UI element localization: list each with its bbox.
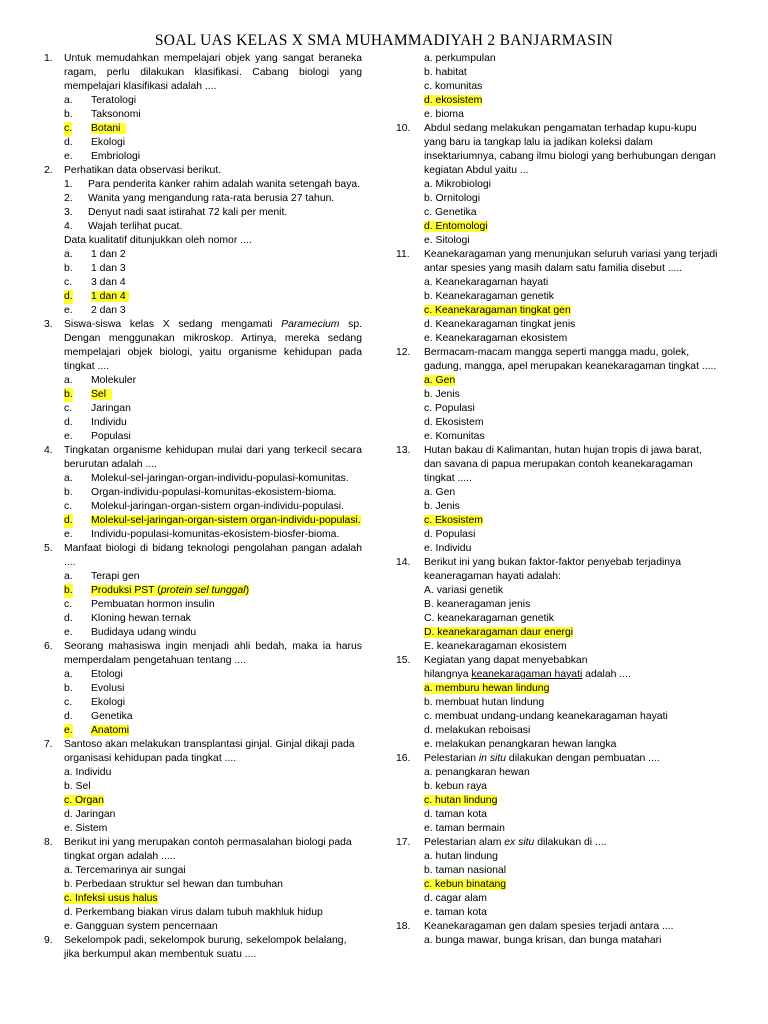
item-text: Denyut nadi saat istirahat 72 kali per menit. (88, 207, 288, 218)
option-d[interactable]: d. Populasi (424, 529, 476, 540)
option-letter: e. (64, 529, 73, 540)
answer-text: c. hutan lindung (424, 795, 498, 806)
option-c[interactable]: c. Genetika (424, 207, 477, 218)
question-6 (44, 640, 362, 668)
option-c-answer[interactable] (424, 878, 718, 892)
option-d[interactable]: d. Keanekaragaman tingkat jenis (424, 319, 576, 330)
option-e[interactable] (64, 528, 362, 542)
underlined-term: keanekaragaman hayati (471, 669, 583, 680)
option-a-answer[interactable] (424, 682, 718, 696)
option-letter: c. (64, 123, 73, 134)
option-text (91, 291, 129, 302)
option-a[interactable] (64, 374, 362, 388)
option-d[interactable] (64, 612, 362, 626)
answer-text-italic: protein sel tunggal (160, 585, 246, 596)
option-b[interactable]: b. taman nasional (424, 865, 507, 876)
option-c-answer[interactable] (64, 122, 362, 136)
option-e[interactable]: e. Individu (424, 543, 472, 554)
option-e[interactable]: e. taman kota (424, 907, 487, 918)
option-a[interactable] (64, 570, 362, 584)
left-column (44, 52, 362, 962)
option-a[interactable]: a. Gen (424, 487, 456, 498)
option-letter: b. (64, 109, 73, 120)
option-e[interactable]: e. melakukan penangkaran hewan langka (424, 739, 617, 750)
option-text: Terapi gen (91, 571, 140, 582)
option-text: Embriologi (91, 151, 141, 162)
option-d[interactable] (64, 136, 362, 150)
option-e-answer[interactable] (64, 724, 362, 738)
option-d[interactable] (64, 710, 362, 724)
question-text: Santoso akan melakukan transplantasi ginjal. Ginjal dikaji pada organisasi kehidupan pada tingkat .... (64, 739, 355, 764)
option-c[interactable]: c. Populasi (424, 403, 475, 414)
option-text: Ekologi (91, 137, 126, 148)
option-text (91, 585, 249, 596)
option-letter: d. (64, 711, 73, 722)
option-c[interactable] (64, 598, 362, 612)
option-letter: a. (64, 473, 73, 484)
question-text-cont: sp. Dengan menggunakan mikroskop. Artinya, mereka sedang mempelajari objek biologi, yaitu organisme kehidupan pada tingkat .... (64, 319, 362, 372)
question-text: Hutan bakau di Kalimantan, hutan hujan tropis di jawa barat, dan savana di papua merupakan contoh keanekaragaman tingkat ..... (424, 445, 702, 484)
option-b[interactable]: b. Keanekaragaman genetik (424, 291, 554, 302)
option-c-answer[interactable] (64, 892, 362, 906)
question-3 (44, 318, 362, 374)
option-letter: d. (64, 613, 73, 624)
question-number: 6. (44, 641, 53, 652)
option-a[interactable]: a. perkumpulan (424, 53, 496, 64)
question-number: 11. (396, 249, 410, 260)
option-a[interactable]: a. Individu (64, 767, 112, 778)
option-text: Molekul-sel-jaringan-organ-individu-populasi-komunitas. (91, 473, 349, 484)
option-letter: a. (64, 669, 73, 680)
option-e[interactable] (64, 626, 362, 640)
option-e[interactable]: e. taman bermain (424, 823, 505, 834)
option-text: Teratologi (91, 95, 137, 106)
option-b[interactable]: b. habitat (424, 67, 467, 78)
answer-text: c. Ekosistem (424, 515, 483, 526)
option-c-answer[interactable] (424, 304, 718, 318)
question-16 (396, 752, 718, 836)
item-number: 2. (64, 193, 73, 204)
option-b-answer[interactable] (64, 584, 362, 598)
question-number: 12. (396, 347, 411, 358)
question-number: 10. (396, 123, 411, 134)
option-letter: a. (64, 95, 73, 106)
data-item-2 (64, 192, 362, 206)
question-text: Siswa-siswa kelas X sedang mengamati (64, 319, 282, 330)
option-a[interactable] (64, 94, 362, 108)
item-number: 1. (64, 179, 73, 190)
option-b[interactable]: b. membuat hutan lindung (424, 697, 545, 708)
option-e[interactable]: e. Sistem (64, 823, 108, 834)
option-d[interactable]: d. cagar alam (424, 893, 487, 904)
question-number: 1. (44, 53, 53, 64)
option-text: Ekologi (91, 697, 126, 708)
answer-text-end: ) (245, 585, 250, 596)
option-a[interactable]: A. variasi genetik (424, 585, 504, 596)
option-a[interactable]: a. Tercemarinya air sungai (64, 865, 186, 876)
option-c-answer[interactable] (64, 794, 362, 808)
question-text: Manfaat biologi di bidang teknologi pengolahan pangan adalah .... (64, 543, 362, 568)
answer-text: c. Keanekaragaman tingkat gen (424, 305, 571, 316)
data-item-3 (64, 206, 362, 220)
option-letter: e. (64, 151, 73, 162)
item-text: Para penderita kanker rahim adalah wanita setengah baya. (88, 179, 361, 190)
option-d-answer[interactable] (424, 94, 718, 108)
option-b[interactable]: b. Sel (64, 781, 91, 792)
question-7 (44, 738, 362, 836)
page-title: SOAL UAS KELAS X SMA MUHAMMADIYAH 2 BANJARMASIN (154, 32, 614, 49)
option-text: 1 dan 2 (91, 249, 126, 260)
option-c[interactable] (64, 402, 362, 416)
answer-text: Produksi PST ( (91, 585, 161, 596)
question-number: 8. (44, 837, 53, 848)
option-text: Molekuler (91, 375, 137, 386)
question-8 (44, 836, 362, 934)
option-letter: d. (64, 137, 73, 148)
option-letter: c. (64, 697, 73, 708)
question-text: Keanekaragaman gen dalam spesies terjadi antara .... (424, 921, 674, 932)
option-letter: c. (64, 403, 73, 414)
option-letter: a. (64, 249, 73, 260)
option-e[interactable] (64, 430, 362, 444)
answer-text: D. keanekaragaman daur energi (424, 627, 574, 638)
option-text: 1 dan 3 (91, 263, 126, 274)
question-number: 5. (44, 543, 53, 554)
option-letter: e. (64, 305, 73, 316)
option-letter: e. (64, 627, 73, 638)
question-text: Bermacam-macam mangga seperti mangga madu, golek, gadung, mangga, apel merupakan keanekaragaman tingkat ..... (424, 347, 717, 372)
option-a-answer[interactable] (424, 374, 718, 388)
question-text: Keanekaragaman yang menunjukan seluruh variasi yang terjadi antar spesies yang masih dalam satu familia disebut ..... (424, 249, 718, 274)
option-b[interactable]: B. keaneragaman jenis (424, 599, 531, 610)
question-13 (396, 444, 718, 556)
option-a[interactable]: a. hutan lindung (424, 851, 498, 862)
option-a[interactable]: a. penangkaran hewan (424, 767, 530, 778)
answer-text: c. Organ (64, 795, 104, 806)
option-letter: d. (64, 417, 73, 428)
question-5 (44, 542, 362, 570)
option-text: Pembuatan hormon insulin (91, 599, 215, 610)
option-letter: b. (64, 263, 73, 274)
answer-text: a. memburu hewan lindung (424, 683, 550, 694)
option-b[interactable]: b. kebun raya (424, 781, 487, 792)
option-c[interactable]: c. komunitas (424, 81, 483, 92)
question-11 (396, 248, 718, 346)
answer-text: Botani (91, 123, 121, 134)
question-text: Pelestarian alam (424, 837, 505, 848)
question-text: Perhatikan data observasi berikut. (64, 165, 222, 176)
data-item-1 (64, 178, 362, 192)
question-number: 14. (396, 557, 411, 568)
q2-options (44, 248, 362, 318)
option-b[interactable]: b. Perbedaan struktur sel hewan dan tumbuhan (64, 879, 283, 890)
option-b-answer[interactable] (64, 388, 362, 402)
answer-text: 1 dan 4 (91, 291, 126, 302)
option-text: Molekul-sel-jaringan-organ-sistem organ-individu-populasi. (91, 515, 361, 526)
question-text-end: dilakukan dengan pembuatan .... (506, 753, 660, 764)
option-text: Budidaya udang windu (91, 627, 197, 638)
item-text: Wanita yang mengandung rata-rata berusia 27 tahun. (88, 193, 335, 204)
option-text: Individu-populasi-komunitas-ekosistem-biosfer-bioma. (91, 529, 340, 540)
question-1 (44, 52, 362, 94)
question-text: Seorang mahasiswa ingin menjadi ahli bedah, maka ia harus memperdalam pengetahuan tentang .... (64, 641, 362, 666)
option-d[interactable]: d. Ekosistem (424, 417, 484, 428)
option-text: Kloning hewan ternak (91, 613, 191, 624)
option-text: Organ-individu-populasi-komunitas-ekosistem-bioma. (91, 487, 337, 498)
item-number: 3. (64, 207, 73, 218)
question-text: Tingkatan organisme kehidupan mulai dari yang terkecil secara berurutan adalah .... (64, 445, 362, 470)
option-d[interactable]: d. Jaringan (64, 809, 116, 820)
option-b[interactable]: b. Jenis (424, 501, 460, 512)
question-4 (44, 444, 362, 472)
answer-text: Sel (91, 389, 107, 400)
option-a[interactable] (64, 472, 362, 486)
answer-text: c. kebun binatang (424, 879, 507, 890)
question-2 (44, 164, 362, 178)
option-d[interactable]: d. melakukan reboisasi (424, 725, 531, 736)
option-c[interactable] (64, 500, 362, 514)
question-number: 13. (396, 445, 411, 456)
question-number: 2. (44, 165, 53, 176)
option-text: Populasi (91, 431, 131, 442)
option-text: Jaringan (91, 403, 131, 414)
option-e[interactable]: e. Keanekaragaman ekosistem (424, 333, 568, 344)
q6-options (44, 668, 362, 738)
option-text: Etologi (91, 669, 123, 680)
option-d-answer[interactable] (64, 514, 362, 528)
option-c[interactable] (64, 276, 362, 290)
question-number: 16. (396, 753, 411, 764)
answer-text: d. Entomologi (424, 221, 488, 232)
question-text-line2 (424, 668, 718, 682)
option-e[interactable]: E. keanekaragaman ekosistem (424, 641, 567, 652)
question-17 (396, 836, 718, 920)
answer-text: c. Infeksi usus halus (64, 893, 158, 904)
q5-options (44, 570, 362, 640)
option-d[interactable]: d. Perkembang biakan virus dalam tubuh makhluk hidup (64, 907, 323, 918)
option-c-answer[interactable] (424, 514, 718, 528)
item-number: 4. (64, 221, 73, 232)
option-letter: d. (64, 291, 73, 302)
option-letter: a. (64, 375, 73, 386)
option-text: Anatomi (91, 725, 130, 736)
option-b[interactable]: b. Ornitologi (424, 193, 481, 204)
option-c[interactable]: c. membuat undang-undang keanekaragaman hayati (424, 711, 668, 722)
italic-term: ex situ (504, 837, 535, 848)
option-b[interactable]: b. Jenis (424, 389, 460, 400)
option-text: Individu (91, 417, 127, 428)
question-number: 17. (396, 837, 411, 848)
q9-options (406, 52, 718, 122)
question-15 (396, 654, 718, 752)
option-d-answer[interactable] (424, 220, 718, 234)
question-text: Untuk memudahkan mempelajari objek yang sangat beraneka ragam, perlu dilakukan klasifikasi. Cabang biologi yang mempelajari klasifikasi adalah .... (64, 53, 362, 92)
question-text: Abdul sedang melakukan pengamatan terhadap kupu-kupu yang baru ia tangkap lalu ia jadikan koleksi dalam insektariumnya, cabang ilmu biologi yang berhubungan dengan kegiatan Abdul yaitu ... (424, 123, 716, 176)
question-text: Berikut ini yang merupakan contoh permasalahan biologi pada tingkat organ adalah ..... (64, 837, 352, 862)
option-a[interactable]: a. Keanekaragaman hayati (424, 277, 549, 288)
question-number: 3. (44, 319, 53, 330)
question-14 (396, 556, 718, 654)
option-text: 2 dan 3 (91, 305, 126, 316)
option-text: Evolusi (91, 683, 125, 694)
option-b[interactable] (64, 682, 362, 696)
option-text (91, 123, 126, 134)
question-number: 18. (396, 921, 411, 932)
italic-term: in situ (478, 753, 507, 764)
option-b[interactable] (64, 486, 362, 500)
question-text-end: dilakukan di .... (534, 837, 607, 848)
question-number: 4. (44, 445, 53, 456)
question-9 (44, 934, 362, 962)
option-e[interactable] (64, 304, 362, 318)
q2-items (44, 178, 362, 248)
option-e[interactable]: e. Komunitas (424, 431, 485, 442)
q1-options (44, 94, 362, 164)
option-letter: b. (64, 585, 73, 596)
option-text: Molekul-jaringan-organ-sistem organ-individu-populasi. (91, 501, 344, 512)
option-letter: b. (64, 683, 73, 694)
option-a[interactable]: a. bunga mawar, bunga krisan, dan bunga matahari (424, 935, 662, 946)
option-letter: c. (64, 501, 73, 512)
question-text: Kegiatan yang dapat menyebabkan (424, 655, 588, 666)
question-number: 7. (44, 739, 53, 750)
question-10 (396, 122, 718, 248)
option-e[interactable]: e. Sitologi (424, 235, 470, 246)
option-e[interactable]: e. Gangguan system pencernaan (64, 921, 218, 932)
question-number: 15. (396, 655, 411, 666)
option-text: Genetika (91, 711, 133, 722)
option-letter: c. (64, 599, 73, 610)
option-c[interactable]: C. keanekaragaman genetik (424, 613, 554, 624)
option-letter: e. (64, 725, 73, 736)
answer-text: a. Gen (424, 375, 456, 386)
option-text: 3 dan 4 (91, 277, 126, 288)
item-text: Wajah terlihat pucat. (88, 221, 183, 232)
option-a[interactable] (64, 248, 362, 262)
option-c-answer[interactable] (424, 794, 718, 808)
option-text: Taksonomi (91, 109, 141, 120)
option-letter: b. (64, 389, 73, 400)
q4-options (44, 472, 362, 542)
option-c[interactable] (64, 696, 362, 710)
question-text: Sekelompok padi, sekelompok burung, sekelompok belalang, jika berkumpul akan membentuk suatu .... (64, 935, 347, 960)
option-letter: c. (64, 277, 73, 288)
right-column (396, 52, 718, 948)
option-a[interactable]: a. Mikrobiologi (424, 179, 491, 190)
option-b[interactable] (64, 262, 362, 276)
question-12 (396, 346, 718, 444)
follow-up-text: Data kualitatif ditunjukkan oleh nomor .... (64, 235, 252, 246)
text-part-end: adalah .... (582, 669, 631, 680)
answer-text: d. ekosistem (424, 95, 483, 106)
species-name: Paramecium (281, 319, 340, 330)
option-a[interactable] (64, 668, 362, 682)
q3-options (44, 374, 362, 444)
question-number: 9. (44, 935, 53, 946)
option-e[interactable]: e. bioma (424, 109, 464, 120)
option-letter: d. (64, 515, 73, 526)
option-d-answer[interactable] (424, 626, 718, 640)
option-letter: b. (64, 487, 73, 498)
question-text: Berikut ini yang bukan faktor-faktor penyebab terjadinya keaneragaman hayati adalah: (424, 557, 682, 582)
text-part: hilangnya (424, 669, 472, 680)
data-item-4 (64, 220, 362, 234)
question-text: Pelestarian (424, 753, 479, 764)
option-d[interactable] (64, 416, 362, 430)
option-d-answer[interactable] (64, 290, 362, 304)
option-d[interactable]: d. taman kota (424, 809, 487, 820)
option-text (91, 389, 112, 400)
question-18 (396, 920, 718, 948)
option-e[interactable] (64, 150, 362, 164)
option-letter: e. (64, 431, 73, 442)
option-b[interactable] (64, 108, 362, 122)
option-letter: a. (64, 571, 73, 582)
